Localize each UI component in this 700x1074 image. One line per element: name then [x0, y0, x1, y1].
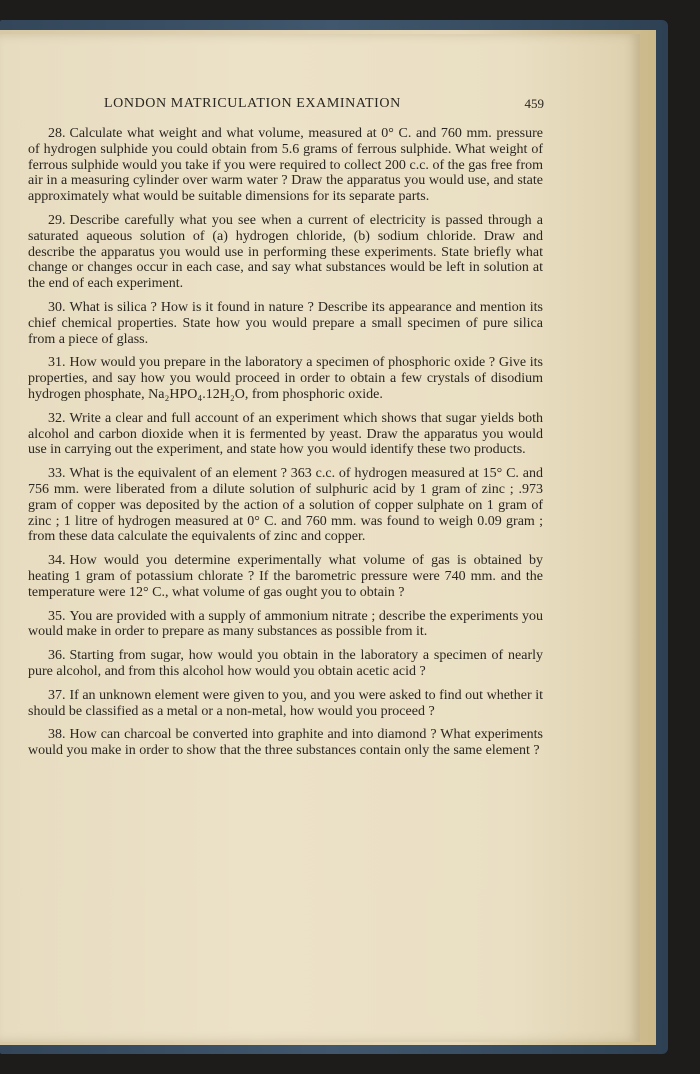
question-30 — [28, 300, 543, 347]
question-33 — [28, 466, 543, 545]
question-37 — [28, 688, 543, 720]
question-29 — [28, 213, 543, 292]
question-38 — [28, 727, 543, 759]
question-list — [28, 126, 543, 767]
question-number: 36. — [48, 648, 66, 664]
question-35 — [28, 609, 543, 641]
question-34 — [28, 553, 543, 600]
page-number: 459 — [524, 96, 544, 111]
question-text: What is the equivalent of an element ? 363 c.c. of hydrogen measured at 15° C. and 756 mm. were liberated from a dilute solution of sulphuric acid by 1 gram of zinc ; .973 gram of copper was deposited by the action of a solution of copper sulphate on 1 gram of zinc ; 1 litre of hydrogen measured at 0° C. and 760 mm. was found to weigh 0.09 gram ; from these data calculate the equivalents of zinc and copper. — [28, 466, 543, 545]
question-text: Calculate what weight and what volume, measured at 0° C. and 760 mm. pressure of hydrogen sulphide you could obtain from 5.6 grams of ferrous sulphide. What weight of ferrous sulphide would you take if you were required to collect 200 c.c. of the gas free from air in a measuring cylinder over warm water ? Draw the apparatus you would use, and state approximately what would be suitable dimensions for its separate parts. — [28, 126, 543, 205]
question-text: Describe carefully what you see when a current of electricity is passed through a saturated aqueous solution of (a) hydrogen chloride, (b) sodium chloride. Draw and describe the apparatus you would use in performing these experiments. State briefly what change or changes occur in each case, and say what substances would be left in solution at the end of each experiment. — [28, 212, 543, 292]
question-text: If an unknown element were given to you, and you were asked to find out whether it should be classified as a metal or a non-metal, how would you proceed ? — [28, 687, 543, 719]
question-text: How can charcoal be converted into graphite and into diamond ? What experiments would you make in order to show that the three substances contain only the same element ? — [28, 727, 543, 759]
question-28 — [28, 126, 543, 205]
question-number: 35. — [48, 608, 66, 624]
running-title: LONDON MATRICULATION EXAMINATION — [104, 96, 401, 111]
question-text: How would you determine experimentally what volume of gas is obtained by heating 1 gram of potassium chlorate ? If the barometric pressure were 740 mm. and the temperature were 12° C., what volume of gas ought you to obtain ? — [28, 553, 543, 600]
question-number: 32. — [48, 410, 66, 426]
question-number: 33. — [48, 466, 66, 482]
question-text: Write a clear and full account of an experiment which shows that sugar yields both alcohol and carbon dioxide when it is fermented by yeast. Draw the apparatus you would use in carrying out the experiment, and state how you would identify these two products. — [28, 410, 543, 458]
question-text: What is silica ? How is it found in nature ? Describe its appearance and mention its chief chemical properties. State how you would prepare a small specimen of pure silica from a piece of glass. — [28, 299, 543, 347]
question-text: You are provided with a supply of ammonium nitrate ; describe the experiments you would make in order to prepare as many substances as possible from it. — [28, 608, 543, 640]
question-number: 29. — [48, 212, 66, 228]
question-32 — [28, 411, 543, 458]
question-36 — [28, 648, 543, 680]
question-number: 31. — [48, 355, 66, 371]
question-text: Starting from sugar, how would you obtain in the laboratory a specimen of nearly pure alcohol, and from this alcohol how would you obtain acetic acid ? — [28, 648, 543, 679]
question-number: 28. — [48, 126, 66, 141]
question-31 — [28, 355, 543, 402]
page-header — [104, 96, 544, 114]
question-number: 34. — [48, 553, 66, 569]
question-number: 30. — [48, 299, 66, 315]
question-number: 38. — [48, 727, 66, 743]
question-text: How would you prepare in the laboratory a specimen of phosphoric oxide ? Give its properties, and say how you would proceed in order to obtain a few crystals of disodium hydrogen phosphate, Na₂HPO₄.12H₂O, from phosphoric oxide. — [28, 355, 543, 402]
question-number: 37. — [48, 687, 66, 703]
